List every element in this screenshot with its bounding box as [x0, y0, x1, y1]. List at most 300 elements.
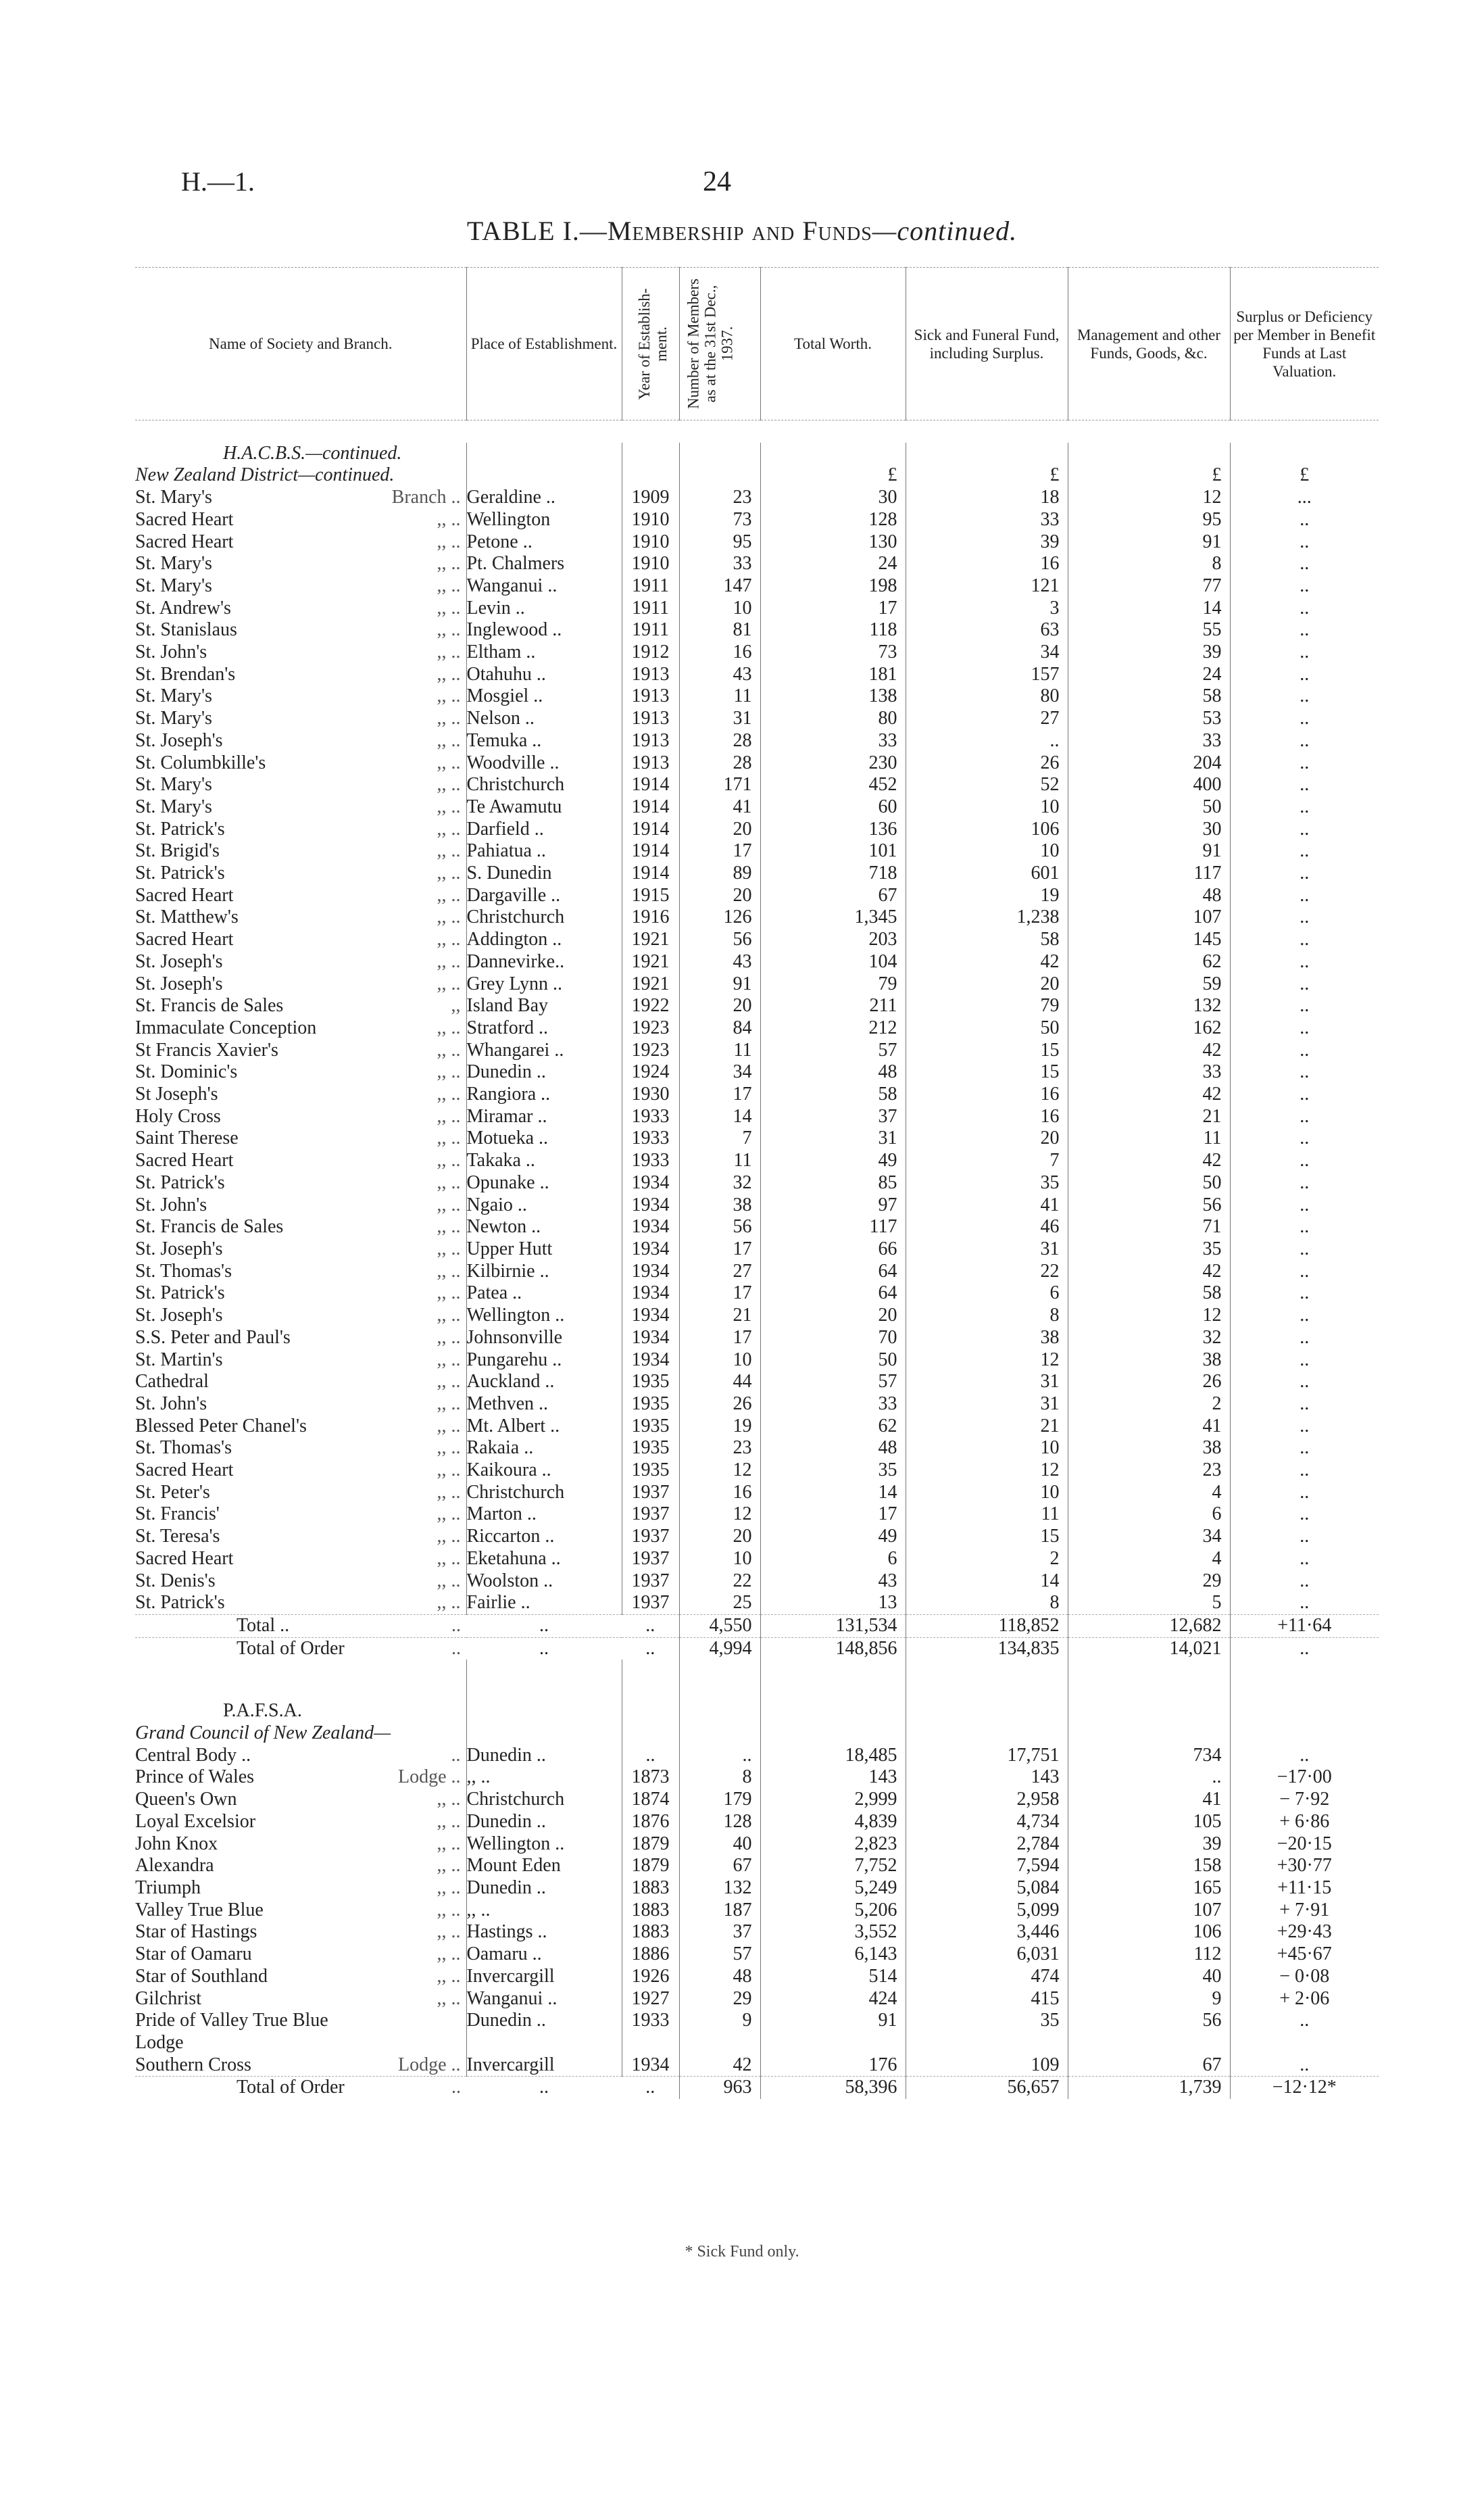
hacbs-heading: H.A.C.B.S.—continued.	[223, 442, 402, 464]
members-cell: ..	[679, 1745, 760, 1767]
surplus-cell: −20·15	[1230, 1833, 1379, 1856]
branch-name: St. Patrick's	[135, 1282, 225, 1304]
col-members-label: Number of Members as at the 31st Dec., 1937.	[685, 279, 735, 409]
mgmt-cell: 77	[1068, 575, 1230, 598]
sick-cell: 3	[906, 598, 1068, 620]
year-cell: 1915	[622, 885, 679, 907]
total-order-label: Total of Order	[237, 1637, 345, 1659]
year-cell: 1937	[622, 1592, 679, 1614]
members-cell: 11	[679, 685, 760, 708]
members-cell: 14	[679, 1106, 760, 1128]
worth-cell: 57	[760, 1040, 906, 1062]
year-cell: 1911	[622, 619, 679, 642]
sick-cell: 12	[906, 1349, 1068, 1372]
worth-cell: 6	[760, 1548, 906, 1570]
worth-cell: 104	[760, 951, 906, 973]
worth-cell: 79	[760, 973, 906, 996]
place-cell: Opunake ..	[466, 1172, 622, 1194]
sick-cell: 46	[906, 1216, 1068, 1238]
total-order-place: ..	[466, 1637, 622, 1660]
mgmt-cell: 62	[1068, 951, 1230, 973]
worth-cell: 60	[760, 796, 906, 819]
year-cell: 1934	[622, 1261, 679, 1283]
total-order-sick: 134,835	[906, 1637, 1068, 1660]
year-cell: 1933	[622, 1150, 679, 1172]
year-cell: 1914	[622, 840, 679, 863]
worth-cell: 117	[760, 1216, 906, 1238]
branch-name: Valley True Blue	[135, 1899, 264, 1920]
surplus-cell: ..	[1230, 1548, 1379, 1570]
sick-cell: 21	[906, 1416, 1068, 1438]
branch-name: St. Mary's	[135, 796, 212, 817]
sick-cell: ..	[906, 730, 1068, 752]
worth-cell: 31	[760, 1128, 906, 1150]
place-cell: Christchurch	[466, 1789, 622, 1811]
table-row	[135, 1877, 1379, 1900]
table-row	[135, 1061, 1379, 1084]
surplus-cell: ..	[1230, 1194, 1379, 1217]
table-row	[135, 1570, 1379, 1593]
members-cell: 19	[679, 1416, 760, 1438]
year-cell: 1935	[622, 1459, 679, 1482]
place-cell: ,, ..	[466, 1766, 622, 1789]
place-cell: Rangiora ..	[466, 1084, 622, 1106]
branch-name: St. Brigid's	[135, 840, 220, 862]
year-cell: 1913	[622, 730, 679, 752]
place-cell: Te Awamutu	[466, 796, 622, 819]
branch-kind: ,, ..	[437, 1238, 461, 1259]
mgmt-cell: 734	[1068, 1745, 1230, 1767]
members-cell: 179	[679, 1789, 760, 1811]
branch-name: St. Mary's	[135, 553, 212, 575]
table-row	[135, 819, 1379, 841]
year-cell: 1930	[622, 1084, 679, 1106]
surplus-cell: ..	[1230, 1106, 1379, 1128]
year-cell: 1913	[622, 685, 679, 708]
branch-kind: ,, ..	[437, 1039, 461, 1061]
mgmt-cell: 41	[1068, 1789, 1230, 1811]
sick-cell: 8	[906, 1305, 1068, 1327]
year-cell: 1910	[622, 553, 679, 575]
year-cell: 1914	[622, 796, 679, 819]
table-row	[135, 2010, 1379, 2032]
branch-name: Lodge	[135, 2031, 184, 2053]
mgmt-cell: 29	[1068, 1570, 1230, 1593]
table-row	[135, 685, 1379, 708]
sick-cell: 2	[906, 1548, 1068, 1570]
branch-kind: ,, ..	[437, 553, 461, 575]
page-identifier: H.—1.	[181, 166, 255, 197]
branch-name: St. Thomas's	[135, 1260, 232, 1282]
branch-kind: ,, ..	[437, 1592, 461, 1614]
branch-kind: ,, ..	[437, 1415, 461, 1436]
members-cell: 7	[679, 1128, 760, 1150]
branch-name: St. Mary's	[135, 708, 212, 729]
mgmt-cell: 6	[1068, 1503, 1230, 1526]
members-cell: 43	[679, 664, 760, 686]
table-row	[135, 1416, 1379, 1438]
year-cell: 1923	[622, 1017, 679, 1040]
year-cell: 1935	[622, 1371, 679, 1393]
sick-cell: 6	[906, 1282, 1068, 1305]
year-cell: 1934	[622, 1172, 679, 1194]
branch-kind: ,, ..	[437, 1526, 461, 1547]
sick-cell: 5,099	[906, 1900, 1068, 1922]
year-cell: 1921	[622, 973, 679, 996]
place-cell: Oamaru ..	[466, 1943, 622, 1966]
place-cell: Wellington ..	[466, 1305, 622, 1327]
sick-cell: 63	[906, 619, 1068, 642]
members-cell: 29	[679, 1988, 760, 2010]
surplus-cell: ..	[1230, 1216, 1379, 1238]
pafsa-council: Grand Council of New Zealand—	[135, 1722, 391, 1744]
worth-cell: 5,206	[760, 1900, 906, 1922]
branch-kind: ,, ..	[437, 1105, 461, 1127]
branch-name: Sacred Heart	[135, 508, 234, 530]
col-worth-header: Total Worth.	[760, 268, 906, 420]
place-cell: Grey Lynn ..	[466, 973, 622, 996]
sick-cell: 19	[906, 885, 1068, 907]
table-row	[135, 885, 1379, 907]
membership-table	[135, 267, 1379, 2099]
members-cell: 11	[679, 1040, 760, 1062]
pafsa-section	[135, 1660, 1379, 1744]
table-row	[135, 1150, 1379, 1172]
place-cell: Eketahuna ..	[466, 1548, 622, 1570]
branch-name: St. John's	[135, 1194, 207, 1215]
year-cell: 1934	[622, 1194, 679, 1217]
branch-kind: ,, ..	[437, 575, 461, 596]
pafsa-total-order-row	[135, 2077, 1379, 2099]
pafsa-rows	[135, 1745, 1379, 2077]
mgmt-cell: 2	[1068, 1393, 1230, 1416]
worth-cell: 37	[760, 1106, 906, 1128]
branch-name: St. Andrew's	[135, 597, 231, 619]
worth-cell: 91	[760, 2010, 906, 2032]
place-cell: Upper Hutt	[466, 1238, 622, 1261]
worth-cell: 97	[760, 1194, 906, 1217]
worth-cell: 20	[760, 1305, 906, 1327]
year-cell: 1923	[622, 1040, 679, 1062]
worth-cell: 138	[760, 685, 906, 708]
total-order-year: ..	[622, 1637, 679, 1660]
branch-kind: ,, ..	[437, 1305, 461, 1326]
year-cell: 1913	[622, 708, 679, 730]
sick-cell: 38	[906, 1327, 1068, 1349]
year-cell: 1922	[622, 995, 679, 1017]
header-row	[135, 268, 1379, 420]
mgmt-cell: 38	[1068, 1437, 1230, 1459]
branch-name: St. John's	[135, 642, 207, 663]
sick-cell: 42	[906, 951, 1068, 973]
sick-cell: 15	[906, 1526, 1068, 1548]
branch-kind: ,, ..	[437, 1260, 461, 1282]
table-row	[135, 951, 1379, 973]
surplus-cell: ..	[1230, 885, 1379, 907]
surplus-cell: ..	[1230, 1261, 1379, 1283]
sick-cell: 20	[906, 1128, 1068, 1150]
year-cell: 1934	[622, 1327, 679, 1349]
sick-cell: 12	[906, 1459, 1068, 1482]
table-row	[135, 1305, 1379, 1327]
col-surplus-header: Surplus or Deficiency per Member in Benefit Funds at Last Valuation.	[1230, 268, 1379, 420]
table-row	[135, 2054, 1379, 2077]
table-row	[135, 1811, 1379, 1833]
members-cell: 128	[679, 1811, 760, 1833]
place-cell: Eltham ..	[466, 642, 622, 664]
table-row	[135, 1526, 1379, 1548]
year-cell: 1934	[622, 1238, 679, 1261]
table-row	[135, 1855, 1379, 1877]
place-cell: Hastings ..	[466, 1921, 622, 1943]
place-cell: Christchurch	[466, 774, 622, 796]
total-surplus: +11·64	[1230, 1614, 1379, 1637]
worth-cell: 13	[760, 1592, 906, 1614]
mgmt-cell: 107	[1068, 1900, 1230, 1922]
hacbs-total-row	[135, 1614, 1379, 1637]
mgmt-cell: 48	[1068, 885, 1230, 907]
place-cell: Geraldine ..	[466, 487, 622, 509]
members-cell: 91	[679, 973, 760, 996]
branch-kind: ,, ..	[437, 1789, 461, 1810]
worth-cell: 181	[760, 664, 906, 686]
mgmt-cell: 42	[1068, 1261, 1230, 1283]
branch-kind: ,, ..	[437, 1150, 461, 1171]
table-row	[135, 1327, 1379, 1349]
table-row	[135, 1393, 1379, 1416]
place-cell: Fairlie ..	[466, 1592, 622, 1614]
branch-name: Saint Therese	[135, 1128, 239, 1149]
surplus-cell: ..	[1230, 819, 1379, 841]
members-cell: 17	[679, 840, 760, 863]
place-cell: Kilbirnie ..	[466, 1261, 622, 1283]
branch-kind: ,, ..	[437, 663, 461, 685]
sick-cell: 31	[906, 1371, 1068, 1393]
place-cell: Inglewood ..	[466, 619, 622, 642]
table-row	[135, 1194, 1379, 1217]
members-cell: 41	[679, 796, 760, 819]
mgmt-cell: 23	[1068, 1459, 1230, 1482]
surplus-cell: ..	[1230, 1040, 1379, 1062]
mgmt-cell: 39	[1068, 642, 1230, 664]
sick-cell: 10	[906, 1437, 1068, 1459]
total-year: ..	[622, 1614, 679, 1637]
members-cell: 56	[679, 929, 760, 951]
sick-cell: 16	[906, 553, 1068, 575]
year-cell: 1873	[622, 1766, 679, 1789]
year-cell: 1933	[622, 1128, 679, 1150]
worth-cell: 2,999	[760, 1789, 906, 1811]
surplus-cell: ..	[1230, 951, 1379, 973]
year-cell	[622, 2032, 679, 2054]
mgmt-cell: 58	[1068, 1282, 1230, 1305]
mgmt-cell: 32	[1068, 1327, 1230, 1349]
members-cell: 40	[679, 1833, 760, 1856]
sick-cell: 5,084	[906, 1877, 1068, 1900]
members-cell: 11	[679, 1150, 760, 1172]
branch-kind: ,, ..	[437, 1437, 461, 1459]
worth-cell: 514	[760, 1966, 906, 1988]
branch-kind: ,, ..	[437, 1393, 461, 1414]
branch-name: Star of Hastings	[135, 1921, 257, 1943]
worth-cell: 66	[760, 1238, 906, 1261]
mgmt-cell: 38	[1068, 1349, 1230, 1372]
pafsa-total-mgmt: 1,739	[1068, 2077, 1230, 2099]
branch-kind: ,, ..	[437, 1216, 461, 1238]
branch-name: St. Patrick's	[135, 1171, 225, 1193]
surplus-cell: ..	[1230, 1172, 1379, 1194]
worth-cell: 73	[760, 642, 906, 664]
branch-name: Cathedral	[135, 1371, 209, 1393]
page-number: 24	[703, 166, 731, 197]
surplus-cell: ..	[1230, 752, 1379, 775]
table-row	[135, 509, 1379, 531]
sick-cell: 16	[906, 1106, 1068, 1128]
place-cell: Patea ..	[466, 1282, 622, 1305]
surplus-cell: ..	[1230, 1393, 1379, 1416]
mgmt-cell: 12	[1068, 487, 1230, 509]
surplus-cell: + 2·06	[1230, 1988, 1379, 2010]
place-cell: Woodville ..	[466, 752, 622, 775]
sick-cell: 31	[906, 1393, 1068, 1416]
year-cell: 1921	[622, 951, 679, 973]
members-cell: 132	[679, 1877, 760, 1900]
members-cell: 25	[679, 1592, 760, 1614]
mgmt-cell: 50	[1068, 796, 1230, 819]
place-cell: Mt. Albert ..	[466, 1416, 622, 1438]
year-cell: 1914	[622, 863, 679, 885]
members-cell: 12	[679, 1459, 760, 1482]
branch-name: St. Martin's	[135, 1349, 223, 1370]
sick-cell: 16	[906, 1084, 1068, 1106]
surplus-cell: + 6·86	[1230, 1811, 1379, 1833]
members-cell: 171	[679, 774, 760, 796]
year-cell: 1933	[622, 1106, 679, 1128]
place-cell: Dannevirke..	[466, 951, 622, 973]
year-cell: 1935	[622, 1393, 679, 1416]
mgmt-cell: 12	[1068, 1305, 1230, 1327]
mgmt-cell: 24	[1068, 664, 1230, 686]
members-cell: 34	[679, 1061, 760, 1084]
place-cell: Christchurch	[466, 1482, 622, 1504]
surplus-cell: ..	[1230, 1305, 1379, 1327]
worth-cell: 5,249	[760, 1877, 906, 1900]
year-cell: 1911	[622, 575, 679, 598]
table-row	[135, 1900, 1379, 1922]
worth-cell: 35	[760, 1459, 906, 1482]
table-row	[135, 907, 1379, 929]
surplus-cell: ..	[1230, 1459, 1379, 1482]
branch-kind: ,, ..	[437, 884, 461, 906]
branch-kind: ,, ..	[437, 1171, 461, 1193]
title-prefix: TABLE I.—	[466, 216, 608, 246]
table-row	[135, 1106, 1379, 1128]
sick-cell: 15	[906, 1040, 1068, 1062]
sick-cell: 39	[906, 531, 1068, 554]
mgmt-cell: 39	[1068, 1833, 1230, 1856]
surplus-cell: ..	[1230, 1327, 1379, 1349]
branch-kind: ,, ..	[437, 907, 461, 928]
worth-cell: 198	[760, 575, 906, 598]
surplus-cell	[1230, 2032, 1379, 2054]
worth-cell: 101	[760, 840, 906, 863]
mgmt-cell: 14	[1068, 598, 1230, 620]
surplus-cell: ..	[1230, 1592, 1379, 1614]
branch-kind: ,, ..	[437, 1899, 461, 1920]
surplus-cell: ..	[1230, 1416, 1379, 1438]
year-cell: 1937	[622, 1570, 679, 1593]
year-cell: 1921	[622, 929, 679, 951]
sick-cell: 80	[906, 685, 1068, 708]
surplus-cell: ..	[1230, 1017, 1379, 1040]
mgmt-cell: 33	[1068, 730, 1230, 752]
pafsa-total-sick: 56,657	[906, 2077, 1068, 2099]
branch-kind: ,, ..	[437, 950, 461, 972]
members-cell: 33	[679, 553, 760, 575]
place-cell: Wellington ..	[466, 1833, 622, 1856]
pafsa-total-dots: ..	[451, 2077, 461, 2098]
year-cell: 1927	[622, 1988, 679, 2010]
sick-cell: 10	[906, 1482, 1068, 1504]
hacbs-section	[135, 420, 1379, 487]
table-row	[135, 642, 1379, 664]
mgmt-cell: ..	[1068, 1766, 1230, 1789]
branch-name: Star of Oamaru	[135, 1943, 252, 1965]
branch-name: Sacred Heart	[135, 1150, 234, 1171]
branch-kind: ,, ..	[437, 508, 461, 530]
table-row	[135, 531, 1379, 554]
members-cell: 38	[679, 1194, 760, 1217]
branch-name: St. Dominic's	[135, 1061, 238, 1083]
branch-kind: ,, ..	[437, 1017, 461, 1038]
worth-cell: 2,823	[760, 1833, 906, 1856]
place-cell: Dunedin ..	[466, 2010, 622, 2032]
sick-cell: 20	[906, 973, 1068, 996]
sick-cell: 79	[906, 995, 1068, 1017]
members-cell: 89	[679, 863, 760, 885]
members-cell: 20	[679, 1526, 760, 1548]
branch-kind: ,, ..	[437, 1503, 461, 1525]
members-cell: 44	[679, 1371, 760, 1393]
table-row	[135, 1833, 1379, 1856]
surplus-cell: ..	[1230, 2054, 1379, 2077]
col-year-header	[622, 268, 679, 420]
table-row	[135, 796, 1379, 819]
year-cell: 1876	[622, 1811, 679, 1833]
worth-cell: 17	[760, 1503, 906, 1526]
place-cell: Marton ..	[466, 1503, 622, 1526]
hacbs-district: New Zealand District—continued.	[135, 464, 395, 486]
worth-cell: 230	[760, 752, 906, 775]
table-row	[135, 1084, 1379, 1106]
branch-name: St. Francis'	[135, 1503, 220, 1525]
members-cell: 31	[679, 708, 760, 730]
total-order-mgmt: 14,021	[1068, 1637, 1230, 1660]
total-worth: 131,534	[760, 1614, 906, 1637]
branch-name: Sacred Heart	[135, 1459, 234, 1481]
branch-name: St. Mary's	[135, 487, 212, 508]
branch-name: St Joseph's	[135, 1084, 218, 1105]
branch-name: Southern Cross	[135, 2054, 251, 2075]
worth-cell: 62	[760, 1416, 906, 1438]
worth-cell: 4,839	[760, 1811, 906, 1833]
table-row	[135, 1349, 1379, 1372]
worth-cell: 85	[760, 1172, 906, 1194]
branch-name: Sacred Heart	[135, 884, 234, 906]
mgmt-cell: 162	[1068, 1017, 1230, 1040]
currency-surplus: £	[1230, 464, 1379, 487]
members-cell: 147	[679, 575, 760, 598]
